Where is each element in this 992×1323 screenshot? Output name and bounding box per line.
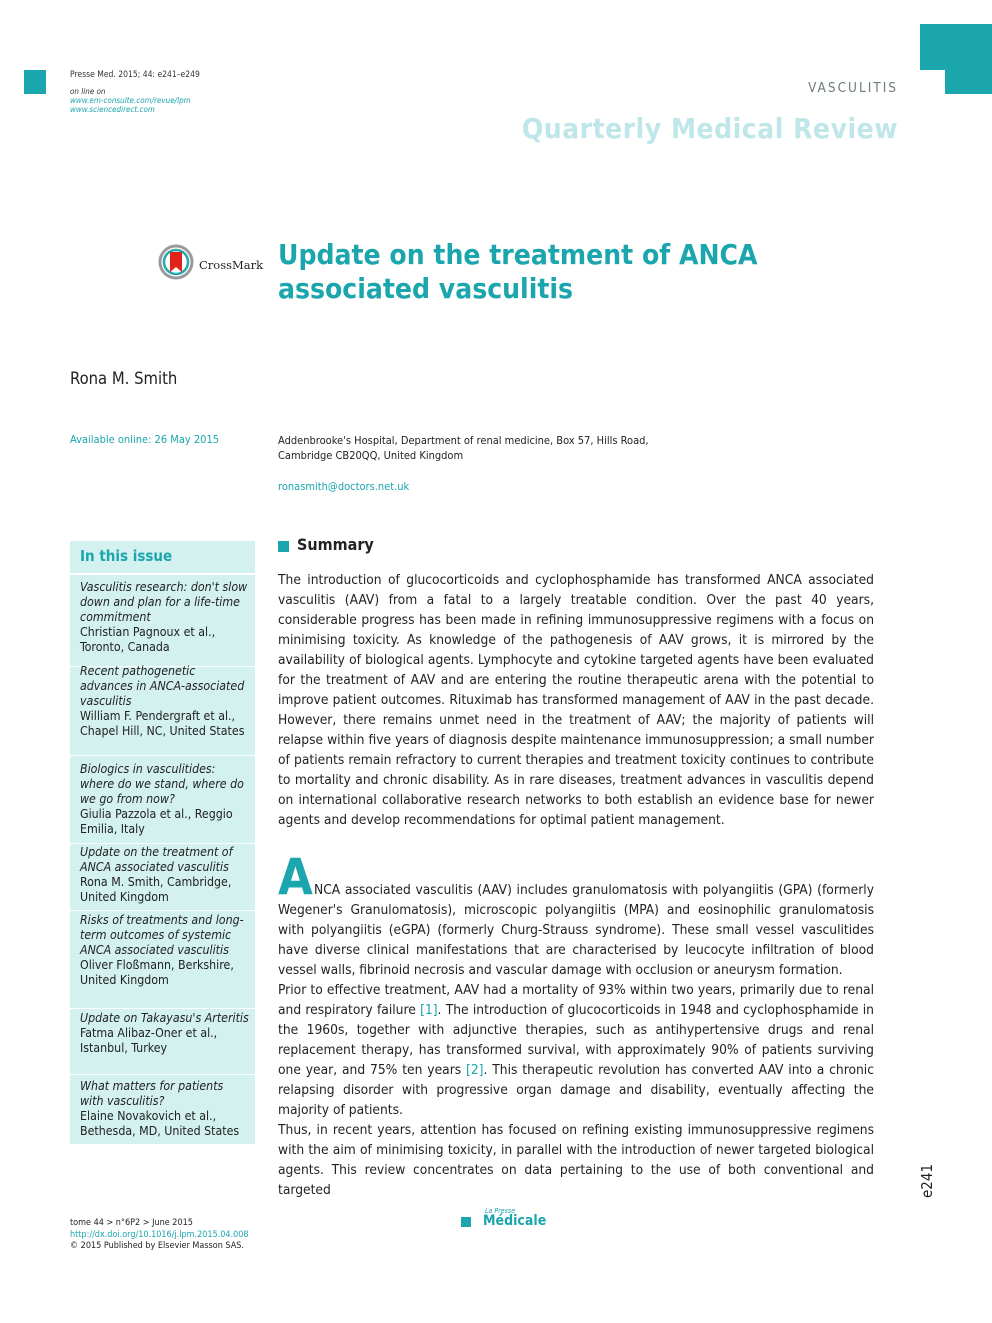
body-paragraph-2c: . This therapeutic revolution has converted AAV into a chronic relapsing disorder with progressive organ damage and disability, eventually affecting the majority of patients. — [278, 1062, 874, 1118]
article-body — [278, 880, 874, 1200]
summary-text: The introduction of glucocorticoids and cyclophosphamide has transformed ANCA associated vasculitis (AAV) from a fatal to a largely treatable condition. Over the past 40 years, considerable progress has been made in refining immunosuppressive regimens with a focus on minimising toxicity. As knowledge of the pathogenesis of AAV grows, it is mirrored by the availability of biological agents. Lymphocyte and cytokine targeted agents have been evaluated for the treatment of AAV and are entering the routine therapeutic arena with the potential to improve patient outcomes. Rituximab has transformed management of AAV in the past decade. However, there remains unmet need in the treatment of AAV; the majority of patients will relapse within five years of diagnosis despite maintenance immunosuppression; a small number of patients remain refractory to current therapies and treatment toxicity continues to contribute to mortality and chronic disability. As in rare diseases, treatment advances in vasculitis depend on international collaborative research networks to both establish an evidence base for newer agents and develop recommendations for optimal patient management. — [278, 572, 874, 828]
article-author: Rona M. Smith — [70, 369, 178, 388]
issue-item-authors: Oliver Floßmann, Berkshire, United Kingdom — [80, 958, 234, 987]
author-email-link[interactable]: ronasmith@doctors.net.uk — [278, 480, 410, 493]
in-this-issue-rule — [70, 573, 255, 575]
footer-copyright: © 2015 Published by Elsevier Masson SAS. — [70, 1241, 244, 1251]
in-this-issue-heading: In this issue — [80, 547, 173, 565]
crossmark-label[interactable]: CrossMark — [199, 258, 264, 272]
footer-tome: tome 44 > n°6P2 > June 2015 — [70, 1218, 193, 1228]
em-consulte-link[interactable]: www.em-consulte.com/revue/lpm — [70, 96, 191, 105]
available-online-date: Available online: 26 May 2015 — [70, 433, 220, 446]
in-this-issue-box — [70, 541, 255, 1144]
issue-divider — [70, 755, 255, 756]
issue-item-authors: Rona M. Smith, Cambridge, United Kingdom — [80, 875, 232, 904]
issue-item-title: What matters for patients with vasculitis? — [80, 1079, 224, 1108]
issue-item-authors: Christian Pagnoux et al., Toronto, Canada — [80, 625, 216, 654]
issue-item[interactable] — [80, 1079, 250, 1139]
issue-item[interactable] — [80, 664, 250, 739]
article-title: Update on the treatment of ANCA associated vasculitis — [278, 238, 758, 305]
issue-item-title: Recent pathogenetic advances in ANCA-associated vasculitis — [80, 664, 245, 708]
body-paragraph-2 — [278, 980, 874, 1120]
issue-item-title: Vasculitis research: don't slow down and plan for a life-time commitment — [80, 580, 248, 624]
issue-item[interactable] — [80, 845, 250, 905]
issue-item[interactable] — [80, 580, 250, 655]
online-label — [70, 87, 191, 114]
issue-item-title: Update on Takayasu's Arteritis — [80, 1011, 249, 1025]
issue-item[interactable] — [80, 762, 250, 837]
issue-item-title: Update on the treatment of ANCA associated vasculitis — [80, 845, 233, 874]
issue-divider — [70, 910, 255, 911]
page-number: e241 — [918, 1163, 936, 1198]
corner-accent-top-right-lower — [945, 70, 992, 94]
issue-item-authors: Giulia Pazzola et al., Reggio Emilia, Italy — [80, 807, 233, 836]
reference-link-1[interactable]: [1] — [420, 1002, 438, 1018]
body-paragraph-1 — [278, 880, 874, 980]
journal-reference: Presse Med. 2015; 44: e241–e249 — [70, 70, 200, 80]
summary-square-icon — [278, 541, 289, 552]
issue-item-authors: Elaine Novakovich et al., Bethesda, MD, United States — [80, 1109, 240, 1138]
issue-item-authors: Fatma Alibaz-Oner et al., Istanbul, Turkey — [80, 1026, 218, 1055]
issue-item[interactable] — [80, 1011, 250, 1056]
affiliation-line-1: Addenbrooke's Hospital, Department of renal medicine, Box 57, Hills Road, — [278, 434, 649, 447]
section-label: VASCULITIS — [808, 80, 898, 96]
footer-doi-link[interactable]: http://dx.doi.org/10.1016/j.lpm.2015.04.008 — [70, 1229, 249, 1240]
issue-item-title: Biologics in vasculitides: where do we stand, where do we go from now? — [80, 762, 244, 806]
journal-logo-small-text: La Presse — [485, 1207, 516, 1215]
body-paragraph-1-text: NCA associated vasculitis (AAV) includes granulomatosis with polyangiitis (GPA) (formerly Wegener's Granulomatosis), microscopic polyangiitis (MPA) and eosinophilic granulomatosis with polyangiitis (eGPA) (formerly Churg-Strauss syndrome). These small vessel vasculitides have diverse clinical manifestations that are characterised by leucocyte infiltration of blood vessel walls, fibrinoid necrosis and vascular damage with occlusion or aneurysm formation. — [278, 882, 874, 978]
online-label-text: on line on — [70, 87, 106, 96]
issue-divider — [70, 1074, 255, 1075]
summary-heading: Summary — [297, 535, 374, 554]
body-paragraph-2a: Prior to effective treatment, AAV had a mortality of 93% within two years, primarily due to renal and respiratory failure — [278, 982, 874, 1018]
issue-item-title: Risks of treatments and long-term outcomes of systemic ANCA associated vasculitis — [80, 913, 244, 957]
body-paragraph-3: Thus, in recent years, attention has focused on refining existing immunosuppressive regimens with the aim of minimising toxicity, in parallel with the introduction of newer targeted biological agents. This review concentrates on data pertaining to the use of both conventional and targeted — [278, 1122, 874, 1198]
body-paragraph-2b: . The introduction of glucocorticoids in 1948 and cyclophosphamide in the 1960s, together with adjunctive therapies, such as antihypertensive drugs and renal replacement therapy, has transformed survival, with approximately 90% of patients surviving one year, and 75% ten years — [278, 1002, 874, 1078]
sciencedirect-link[interactable]: www.sciencedirect.com — [70, 105, 155, 114]
series-title: Quarterly Medical Review — [521, 112, 898, 145]
issue-divider — [70, 1008, 255, 1009]
author-affiliation — [278, 433, 698, 463]
drop-cap: A — [278, 848, 313, 906]
journal-logo: Médicale — [483, 1213, 547, 1229]
affiliation-line-2: Cambridge CB20QQ, United Kingdom — [278, 449, 464, 462]
corner-accent-square — [24, 70, 46, 94]
reference-link-2[interactable]: [2] — [466, 1062, 484, 1078]
issue-divider — [70, 843, 255, 844]
corner-accent-top-right — [920, 24, 992, 70]
issue-item[interactable] — [80, 913, 250, 988]
footer-info — [70, 1218, 249, 1253]
issue-item-authors: William F. Pendergraft et al., Chapel Hill, NC, United States — [80, 709, 245, 738]
journal-logo-square-icon — [461, 1217, 471, 1227]
